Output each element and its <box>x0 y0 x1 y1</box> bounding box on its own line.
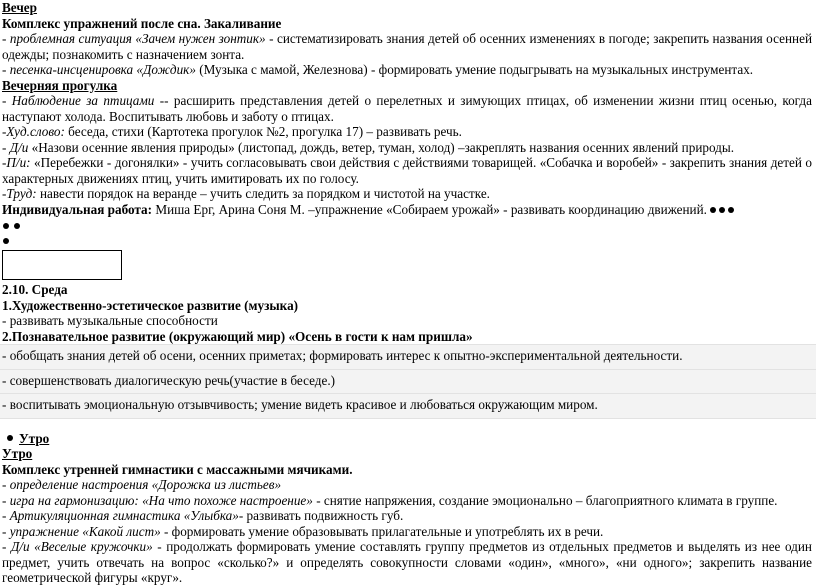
morning-heading: Утро <box>2 446 33 461</box>
umbrella-situation-text: - систематизировать знания детей об осенних изменениях в погоде; закрепить названия осенней одежды; познакомить с назначением зонта. <box>2 31 813 62</box>
which-leaf-text: - формировать умение образовывать прилагательные и употреблять их в речи. <box>160 523 604 539</box>
artistic-word-lead: -Худ.слово: <box>2 124 65 139</box>
artistic-word-text: беседа, стихи (Картотека прогулок №2, прогулка 17) – развивать речь. <box>64 124 462 139</box>
paragraph-outdoor-games <box>2 155 816 186</box>
paragraph-which-leaf <box>2 524 816 540</box>
rain-song-lead: - песенка-инсценировка «Дождик» <box>2 62 196 77</box>
morning-bullet-heading-text: Утро <box>19 430 50 446</box>
stray-bullets-row-2 <box>2 233 816 249</box>
labor-text: навести порядок на веранде – учить следить за порядком и чистотой на участке. <box>36 186 490 201</box>
bullet-dot-icon <box>14 223 20 229</box>
paragraph-mood-path: - определение настроения «Дорожка из листьев» <box>2 477 282 492</box>
goals-table <box>0 369 816 394</box>
paragraph-umbrella-situation <box>2 31 816 62</box>
after-sleep-complex-title: Комплекс упражнений после сна. Закаливание <box>2 15 282 31</box>
goal-row: - совершенствовать диалогическую речь(участие в беседе.) <box>2 372 336 388</box>
individual-work-label: Индивидуальная работа: <box>2 201 153 217</box>
goal-row: - обобщать знания детей об осени, осенних приметах; формировать интерес к опытно-экспериментальной деятельности. <box>2 348 683 363</box>
area-music-heading: 1.Художественно-эстетическое развитие (музыка) <box>2 297 299 313</box>
bird-observation-text: -- расширить представления детей о перелетных и зимующих птицах, об изменении жизни птиц осенью, когда наступают холода. Воспитывать любовь и заботу о птицах. <box>2 93 812 124</box>
area-music-goal: - развивать музыкальные способности <box>2 313 218 328</box>
outdoor-games-text: «Перебежки - догонялки» - учить согласовывать свои действия с действиями товарищей. «Собачка и воробей» - закрепить знания детей о характерных движениях птиц, учить имитировать их по голосу. <box>2 155 812 186</box>
bullet-dot-icon <box>7 435 13 441</box>
rain-song-text: (Музыка с мамой, Железнова) - формировать умение подыгрывать на музыкальных инструментах. <box>195 62 754 77</box>
merry-circles-lead: - Д/и «Веселые кружочки» <box>2 539 153 554</box>
articulation-lead: - Артикуляционная гимнастика «Улыбка» <box>2 508 239 523</box>
paragraph-bird-observation <box>2 93 816 124</box>
goals-table <box>0 393 816 419</box>
bullet-dot-icon <box>719 207 725 213</box>
empty-frame <box>2 250 122 280</box>
didactic-game-lead: - Д/и <box>2 139 29 155</box>
bullet-dot-icon <box>710 207 716 213</box>
paragraph-articulation <box>2 508 816 524</box>
articulation-text: - развивать подвижность губ. <box>238 508 404 523</box>
area-cognitive-heading: 2.Познавательное развитие (окружающий мир) «Осень в гости к нам пришла» <box>2 328 473 344</box>
harmonization-quote: «На что похоже настроение» <box>138 492 313 508</box>
evening-heading: Вечер <box>2 0 37 15</box>
paragraph-individual-work <box>2 202 816 218</box>
paragraph-artistic-word <box>2 124 816 140</box>
outdoor-games-lead: -П/и: <box>2 155 31 170</box>
paragraph-labor <box>2 186 816 202</box>
merry-circles-text: - продолжать формировать умение составлять группу предметов из отдельных предметов и выделять из нее один предмет, учить отвечать на вопрос «сколько?» и определять совокупности словами «один», «много», «ни одного»; закрепить название геометрической фигуры «круг». <box>2 539 812 585</box>
bullet-dot-icon <box>3 223 9 229</box>
stray-bullets-row-1 <box>2 217 816 233</box>
morning-exercise-title: Комплекс утренней гимнастики с массажными мячиками. <box>2 461 353 477</box>
paragraph-harmonization-game <box>2 493 816 509</box>
goals-table <box>0 344 816 369</box>
bullet-dot-icon <box>728 207 734 213</box>
umbrella-situation-lead: - проблемная ситуация «Зачем нужен зонтик» <box>2 31 266 46</box>
which-leaf-lead: - упражнение «Какой лист» <box>2 523 161 539</box>
morning-bullet-heading <box>2 431 816 447</box>
goal-row: - воспитывать эмоциональную отзывчивость; умение видеть красивое и любоваться окружающим миром. <box>2 397 598 412</box>
labor-lead: -Труд: <box>2 186 37 201</box>
bullet-dot-icon <box>3 238 9 244</box>
paragraph-rain-song <box>2 62 816 78</box>
date-heading: 2.10. Среда <box>2 282 68 297</box>
paragraph-didactic-game <box>2 140 816 156</box>
didactic-game-text: «Назови осенние явления природы» (листопад, дождь, ветер, туман, холод) –закреплять названия осенних явлений природы. <box>28 139 735 155</box>
bird-observation-lead: - Наблюдение за птицами <box>2 93 155 108</box>
harmonization-lead: - игра на гармонизацию: <box>2 492 139 508</box>
individual-work-text: Миша Ерг, Арина Соня М. –упражнение «Собираем урожай» - развивать координацию движений. <box>152 201 707 217</box>
evening-walk-heading: Вечерняя прогулка <box>2 77 118 93</box>
harmonization-text: - снятие напряжения, создание эмоционально – благоприятного климата в группе. <box>312 492 778 508</box>
paragraph-merry-circles <box>2 539 816 586</box>
